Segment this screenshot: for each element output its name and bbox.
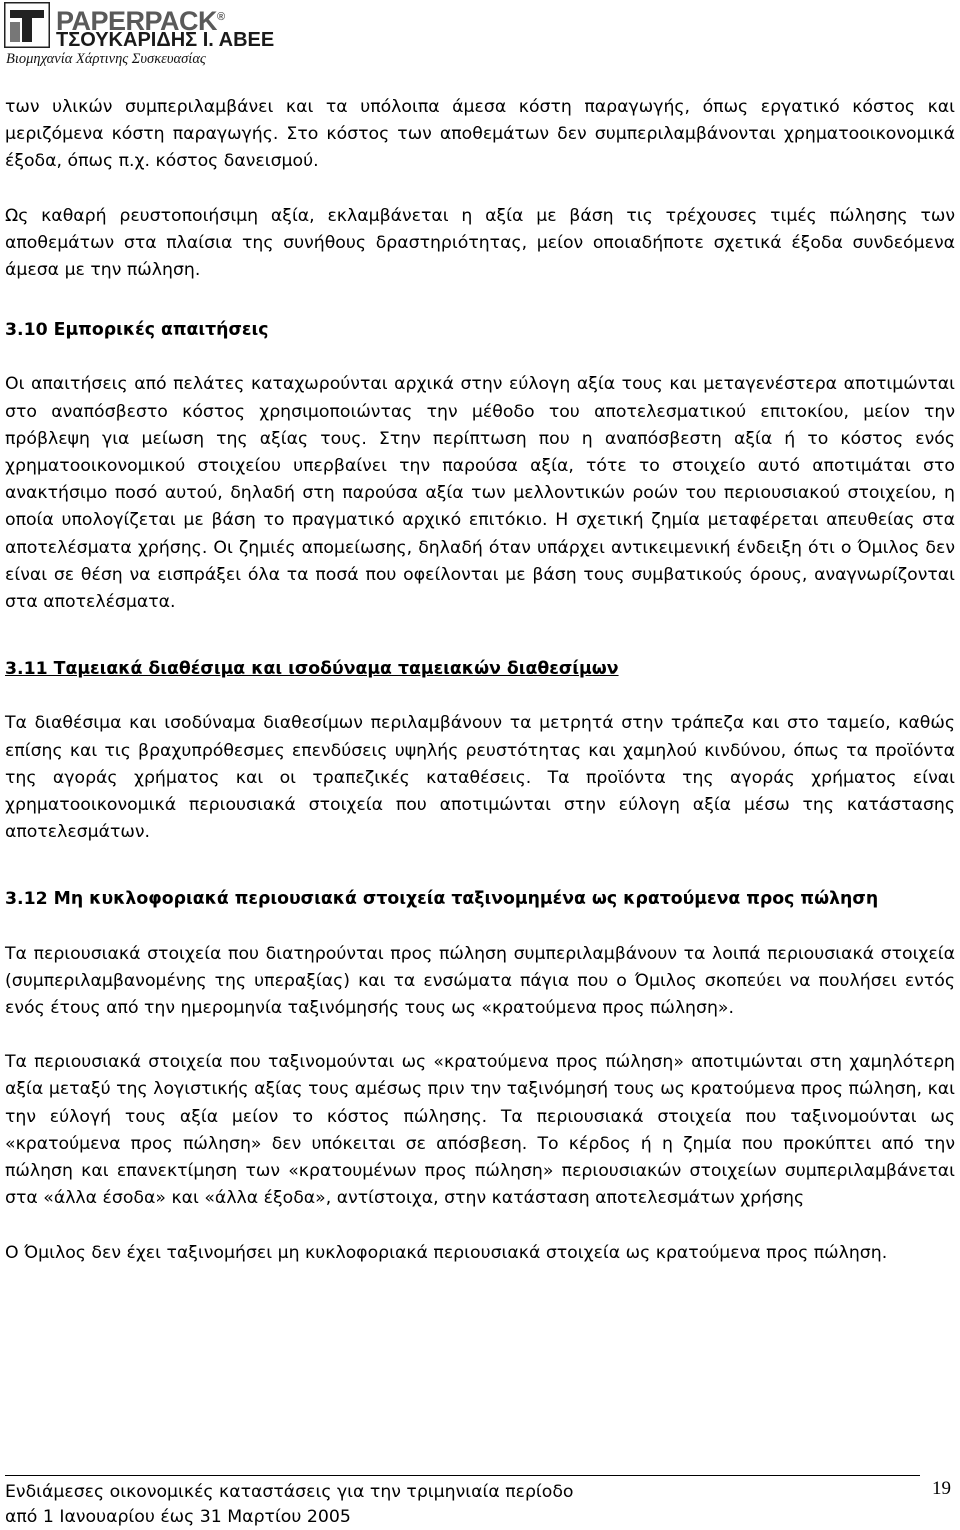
paragraph-held-for-sale-definition: Τα περιουσιακά στοιχεία που διατηρούνται προς πώληση συμπεριλαμβάνουν τα λοιπά περιουσιακά στοιχεία (συμπεριλαμβανομένης της υπεραξίας) και τα ενσώματα πάγια που ο Όμιλος σκοπεύει να πουλήσει εντός ενός έτους από την ημερομηνία ταξινόμησής τους ως «κρατούμενα προς πώληση».: [5, 943, 955, 1019]
logo-company-name: ΤΣΟΥΚΑΡΙΔΗΣ Ι. ΑΒΕΕ: [56, 29, 275, 51]
section-heading-3-11: 3.11 Ταμειακά διαθέσιμα και ισοδύναμα ταμειακών διαθεσίμων: [5, 659, 619, 680]
registered-mark: ®: [217, 11, 225, 23]
footer-title: Ενδιάμεσες οικονομικές καταστάσεις για την τριμηνιαία περίοδο: [5, 1482, 574, 1502]
paragraph-cash-equivalents: Τα διαθέσιμα και ισοδύναμα διαθεσίμων περιλαμβάνουν τα μετρητά στην τράπεζα και στο ταμείο, καθώς επίσης και τις βραχυπρόθεσμες επενδύσεις υψηλής ρευστότητας και χαμηλού κινδύνου, όπως τα προϊόντα της αγοράς χρήματος και οι τραπεζικές καταθέσεις. Τα προϊόντα της αγοράς χρήματος είναι χρηματοοικονομικά περιουσιακά στοιχεία που αποτιμώνται στην εύλογη αξία μέσω της κατάστασης αποτελεσμάτων.: [5, 713, 955, 843]
paragraph-held-for-sale-measurement: Τα περιουσιακά στοιχεία που ταξινομούνται ως «κρατούμενα προς πώληση» αποτιμώνται στη χαμηλότερη αξία μεταξύ της λογιστικής αξίας τους αμέσως πριν την ταξινόμησή τους ως κρατούμενα προς πώληση, και την εύλογή τους αξία μείον το κόστος πώλησης. Τα περιουσιακά στοιχεία που ταξινομούνται ως «κρατούμενα προς πώληση» δεν υπόκειται σε απόσβεση. Το κέρδος ή η ζημία που προκύπτει από την πώληση και επανεκτίμηση των «κρατουμένων προς πώληση» περιουσιακών στοιχείων συμπεριλαμβάνεται στα «άλλα έσοδα» και «άλλα έξοδα», αντίστοιχα, στην κατάσταση αποτελεσμάτων χρήσης: [5, 1052, 955, 1209]
paperpack-logo-icon: [4, 2, 50, 48]
section-heading-3-12: 3.12 Μη κυκλοφοριακά περιουσιακά στοιχεία ταξινομημένα ως κρατούμενα προς πώληση: [5, 889, 879, 910]
paragraph-net-realizable-value: Ως καθαρή ρευστοποιήσιμη αξία, εκλαμβάνεται η αξία με βάση τις τρέχουσες τιμές πώλησης των αποθεμάτων στα πλαίσια της συνήθους δραστηριότητας, μείον οποιαδήποτε σχετικά έξοδα συνδεόμενα άμεσα με την πώληση.: [5, 205, 955, 281]
brand-text: PAPERPACK: [56, 6, 218, 36]
paragraph-trade-receivables: Οι απαιτήσεις από πελάτες καταχωρούνται αρχικά στην εύλογη αξία τους και μεταγενέστερα αποτιμώνται στο αναπόσβεστο κόστος χρησιμοποιώντας την μέθοδο του αποτελεσματικού επιτοκίου, μείον την πρόβλεψη για μείωση της αξίας τους. Στην περίπτωση που η αναπόσβεστη αξία ή το κόστος ενός χρηματοοικονομικού στοιχείου υπερβαίνει την παρούσα αξία, τότε το στοιχείο αυτό αποτιμάται στο ανακτήσιμο ποσό αυτού, δηλαδή στη παρούσα αξία των μελλοντικών ροών του περιουσιακού στοιχείου, η οποία υπολογίζεται με βάση το πραγματικό αρχικό επιτόκιο. Η σχετική ζημία μεταφέρεται απευθείας στα αποτελέσματα χρήσης. Οι ζημιές απομείωσης, δηλαδή όταν υπάρχει αντικειμενική ένδειξη ότι ο Όμιλος δεν είναι σε θέση να εισπράξει όλα τα ποσά που οφείλονται με βάση τους συμβατικούς όρους, αναγνωρίζονται στα αποτελέσματα.: [5, 374, 955, 613]
document-body: [5, 94, 955, 1267]
footer-period: από 1 Ιανουαρίου έως 31 Μαρτίου 2005: [5, 1507, 351, 1527]
logo-tagline: Βιομηχανία Χάρτινης Συσκευασίας: [6, 51, 206, 67]
paragraph-inventory-cost: των υλικών συμπεριλαμβάνει και τα υπόλοιπα άμεσα κόστη παραγωγής, όπως εργατικό κόστος και μεριζόμενα κόστη παραγωγής. Στο κόστος των αποθεμάτων δεν συμπεριλαμβάνονται χρηματοοικονομικά έξοδα, όπως π.χ. κόστος δανεισμού.: [5, 97, 955, 172]
page-number: 19: [932, 1478, 951, 1499]
paragraph-held-for-sale-none: Ο Όμιλος δεν έχει ταξινομήσει μη κυκλοφοριακά περιουσιακά στοιχεία ως κρατούμενα προς πώληση.: [5, 1242, 888, 1263]
company-logo: [4, 2, 275, 70]
section-heading-3-10: 3.10 Εμπορικές απαιτήσεις: [5, 320, 269, 341]
footer-divider: [5, 1475, 920, 1476]
